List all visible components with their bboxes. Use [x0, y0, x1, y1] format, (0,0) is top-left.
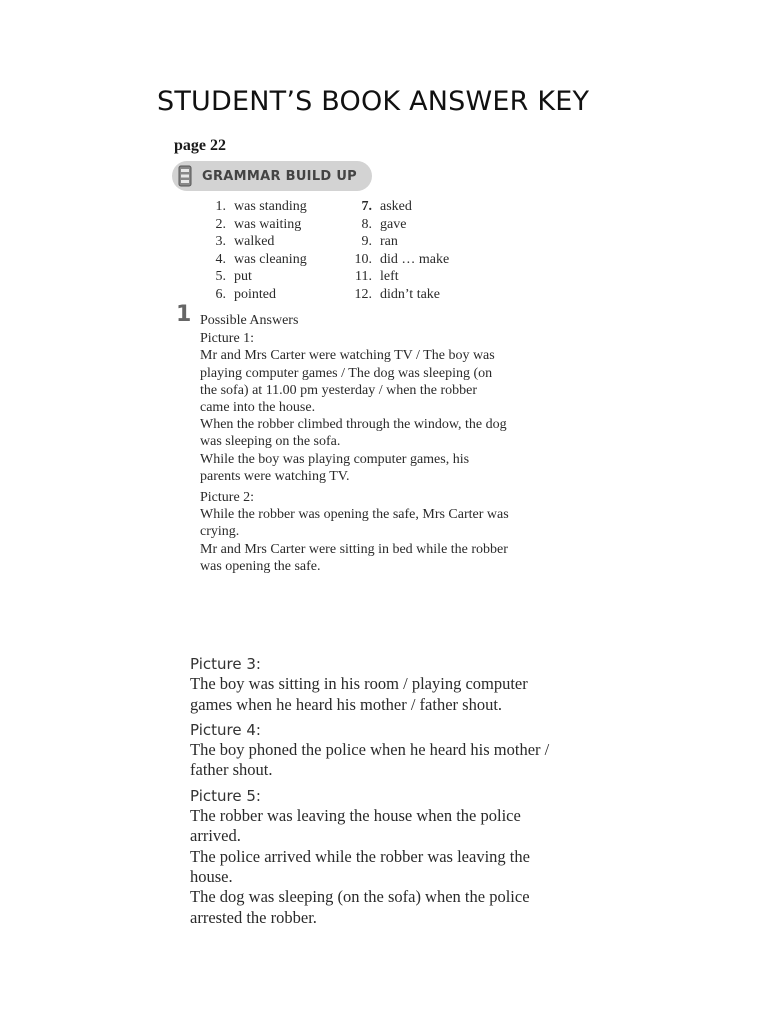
answer-text: pointed — [234, 286, 276, 302]
answer-text: was waiting — [234, 216, 302, 232]
answer-item — [346, 268, 506, 286]
answer-number: 5. — [215, 269, 226, 284]
answer-line: was opening the safe. — [200, 558, 321, 574]
answer-text: left — [380, 269, 399, 284]
answer-line: The dog was sleeping (on the sofa) when the police — [190, 887, 530, 907]
answer-line: father shout. — [190, 760, 273, 780]
answer-number: 2. — [215, 216, 226, 232]
answer-text: didn’t take — [380, 286, 441, 302]
answer-line: While the boy was playing computer games, his — [200, 451, 470, 467]
picture-label: Picture 4: — [190, 720, 261, 739]
answer-line: crying. — [200, 524, 240, 540]
answer-line: The boy was sitting in his room / playing computer — [190, 674, 528, 694]
answer-text: put — [234, 269, 252, 284]
answer-text: did … make — [380, 251, 450, 267]
answer-text: walked — [234, 234, 275, 249]
answer-line: parents were watching TV. — [200, 468, 350, 484]
answer-line: came into the house. — [200, 400, 316, 416]
answer-number: 12. — [354, 286, 372, 302]
answer-number: 10. — [354, 251, 372, 267]
grammar-build-up-label: GRAMMAR BUILD UP — [202, 168, 357, 184]
answer-line: When the robber climbed through the window, the dog — [200, 417, 507, 433]
answer-line: Mr and Mrs Carter were watching TV / The boy was — [200, 348, 495, 364]
answer-key-scan-bottom — [190, 654, 620, 928]
picture-label: Picture 5: — [190, 786, 261, 805]
answer-line: arrested the robber. — [190, 907, 317, 927]
picture-label: Picture 2: — [200, 490, 255, 506]
exercise-heading: Possible Answers — [200, 313, 299, 328]
grammar-book-icon — [178, 165, 192, 187]
answer-number: 11. — [355, 269, 372, 284]
answer-item — [346, 251, 506, 269]
exercise-1 — [172, 302, 572, 575]
answer-line: The robber was leaving the house when the police — [190, 806, 521, 826]
answer-number: 8. — [361, 216, 372, 232]
answer-text: asked — [380, 199, 412, 214]
answer-item — [346, 216, 506, 234]
exercise-number: 1 — [176, 302, 192, 327]
picture-label: Picture 3: — [190, 655, 261, 673]
answer-item — [346, 198, 506, 216]
answer-line: arrived. — [190, 826, 241, 846]
answer-line: The police arrived while the robber was leaving the — [190, 846, 530, 866]
answer-number: 3. — [215, 234, 226, 249]
answer-item — [346, 286, 506, 304]
picture-label: Picture 1: — [200, 331, 255, 347]
answer-line: the sofa) at 11.00 pm yesterday / when the robber — [200, 382, 478, 398]
answer-item — [200, 268, 346, 286]
answer-number: 4. — [215, 251, 226, 267]
page-title: STUDENT’S BOOK ANSWER KEY — [157, 86, 590, 117]
answer-item — [200, 286, 346, 304]
answer-text: was standing — [234, 199, 307, 214]
answer-item — [200, 216, 346, 234]
answer-line: playing computer games / The dog was sleeping (on — [200, 365, 493, 381]
answer-text: was cleaning — [234, 251, 307, 267]
answer-item — [200, 198, 346, 216]
answer-line: was sleeping on the sofa. — [200, 434, 341, 450]
page-number: page 22 — [174, 137, 226, 154]
answer-line: While the robber was opening the safe, Mrs Carter was — [200, 507, 509, 523]
answer-line: The boy phoned the police when he heard his mother / — [190, 740, 550, 760]
grammar-build-up-banner — [172, 161, 372, 191]
answer-text: ran — [380, 234, 398, 249]
grammar-answers-grid — [200, 198, 572, 303]
answer-key-scan-top — [172, 137, 572, 575]
answer-number: 1. — [215, 199, 226, 214]
answer-line: Mr and Mrs Carter were sitting in bed while the robber — [200, 541, 508, 557]
answer-number: 6. — [215, 286, 226, 302]
answer-item — [346, 233, 506, 251]
answer-line: games when he heard his mother / father shout. — [190, 694, 503, 714]
answer-text: gave — [380, 216, 407, 232]
exercise-body — [200, 312, 572, 575]
answer-number: 7. — [361, 199, 372, 214]
answer-line: house. — [190, 866, 233, 886]
answer-number: 9. — [361, 234, 372, 249]
answer-item — [200, 251, 346, 269]
answer-item — [200, 233, 346, 251]
